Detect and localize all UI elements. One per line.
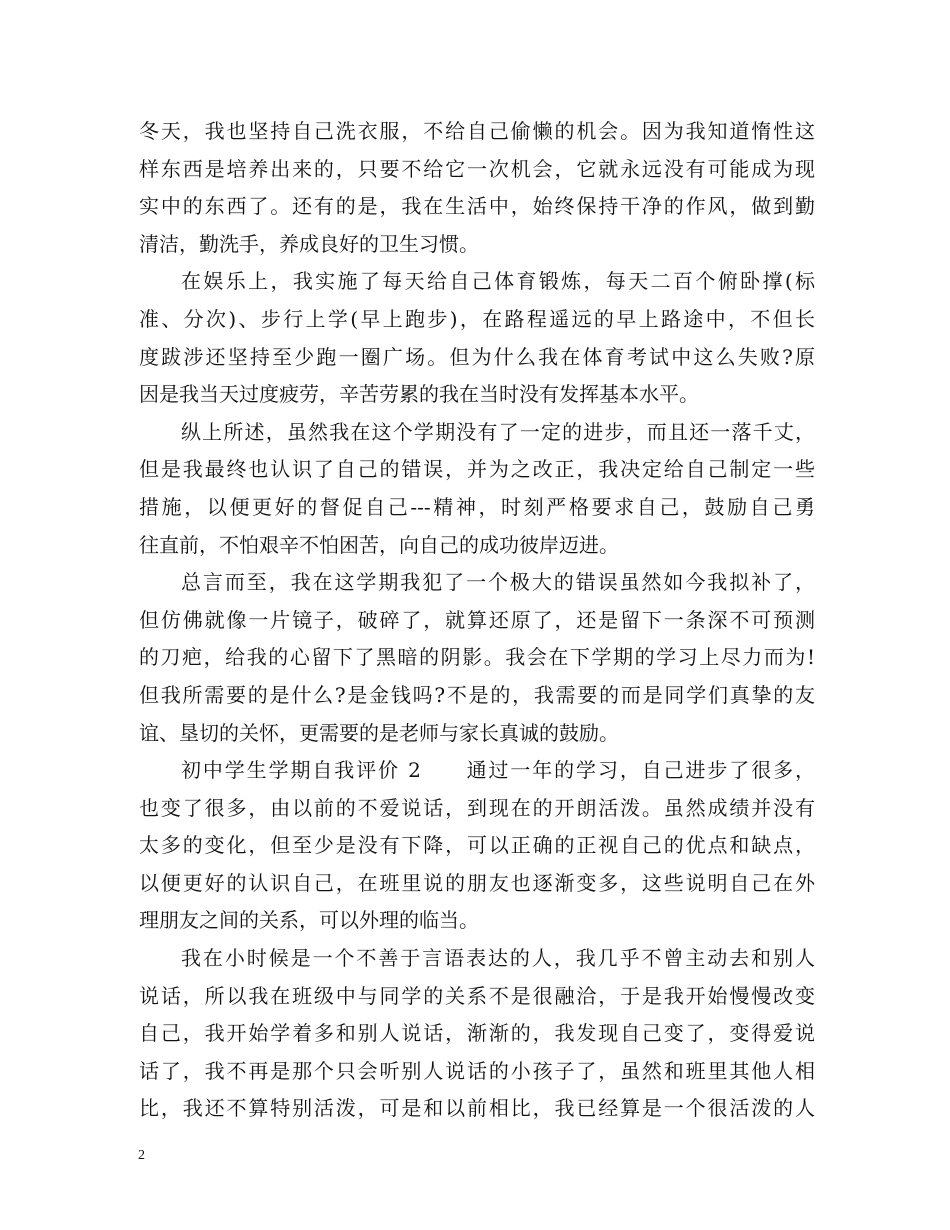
text-line: 措施，以便更好的督促自己---精神，时刻严格要求自己，鼓励自己勇 [139, 494, 815, 519]
paragraph [139, 752, 815, 940]
text-line: 度跋涉还坚持至少跑一圈广场。但为什么我在体育考试中这么失败?原 [139, 344, 815, 369]
text-line: 纵上所述，虽然我在这个学期没有了一定的进步，而且还一落千丈， [181, 419, 815, 444]
text-line: 准、分次)、步行上学(早上跑步)，在路程遥远的早上路途中，不但长 [139, 306, 815, 331]
text-line: 但是我最终也认识了自己的错误，并为之改正，我决定给自己制定一些 [139, 457, 815, 482]
paragraph [139, 564, 815, 752]
text-line: 因是我当天过度疲劳，辛苦劳累的我在当时没有发挥基本水平。 [139, 382, 699, 407]
text-line: 的刀疤，给我的心留下了黑暗的阴影。我会在下学期的学习上尽力而为! [139, 645, 815, 670]
text-line: 清洁，勤洗手，养成良好的卫生习惯。 [139, 231, 479, 256]
text-line: 谊、垦切的关怀，更需要的是老师与家长真诚的鼓励。 [139, 720, 619, 745]
paragraph [139, 414, 815, 564]
text-line: 样东西是培养出来的，只要不给它一次机会，它就永远没有可能成为现 [139, 156, 815, 181]
text-line: 冬天，我也坚持自己洗衣服，不给自己偷懒的机会。因为我知道惰性这 [139, 119, 815, 143]
paragraph [139, 940, 815, 1128]
text-line: 往直前，不怕艰辛不怕困苦，向自己的成功彼岸迈进。 [139, 532, 619, 557]
text-line: 说话，所以我在班级中与同学的关系不是很融洽，于是我开始慢慢改变 [139, 983, 815, 1008]
text-line: 比，我还不算特别活泼，可是和以前相比，我已经算是一个很活泼的人 [139, 1096, 815, 1121]
text-line: 但仿佛就像一片镜子，破碎了，就算还原了，还是留下一条深不可预测 [139, 607, 815, 632]
text-line: 理朋友之间的关系，可以外理的临当。 [139, 908, 479, 933]
text-line: 实中的东西了。还有的是，我在生活中，始终保持干净的作风，做到勤 [139, 194, 815, 219]
paragraph [139, 113, 815, 263]
text-line: 太多的变化，但至少是没有下降，可以正确的正视自己的优点和缺点， [139, 833, 815, 858]
text-line: 也变了很多，由以前的不爱说话，到现在的开朗活泼。虽然成绩并没有 [139, 795, 815, 820]
text-line: 我在小时候是一个不善于言语表达的人，我几乎不曾主动去和别人 [181, 946, 815, 971]
text-line: 总言而至，我在这学期我犯了一个极大的错误虽然如今我拟补了， [181, 570, 815, 595]
text-line: 但我所需要的是什么?是金钱吗?不是的，我需要的而是同学们真挚的友 [139, 682, 815, 707]
page-number: 2 [138, 1148, 145, 1163]
text-line: 以便更好的认识自己，在班里说的朋友也逐渐变多，这些说明自己在外 [139, 870, 815, 895]
text-line: 在娱乐上，我实施了每天给自己体育锻炼，每天二百个俯卧撑(标 [181, 269, 815, 294]
text-line: 初中学生学期自我评价 2 通过一年的学习，自己进步了很多， [181, 758, 815, 783]
paragraph [139, 263, 815, 413]
document-body [139, 113, 815, 1128]
text-line: 自己，我开始学着多和别人说话，渐渐的，我发现自己变了，变得爱说 [139, 1021, 815, 1046]
text-line: 话了，我不再是那个只会听别人说话的小孩子了，虽然和班里其他人相 [139, 1058, 815, 1083]
